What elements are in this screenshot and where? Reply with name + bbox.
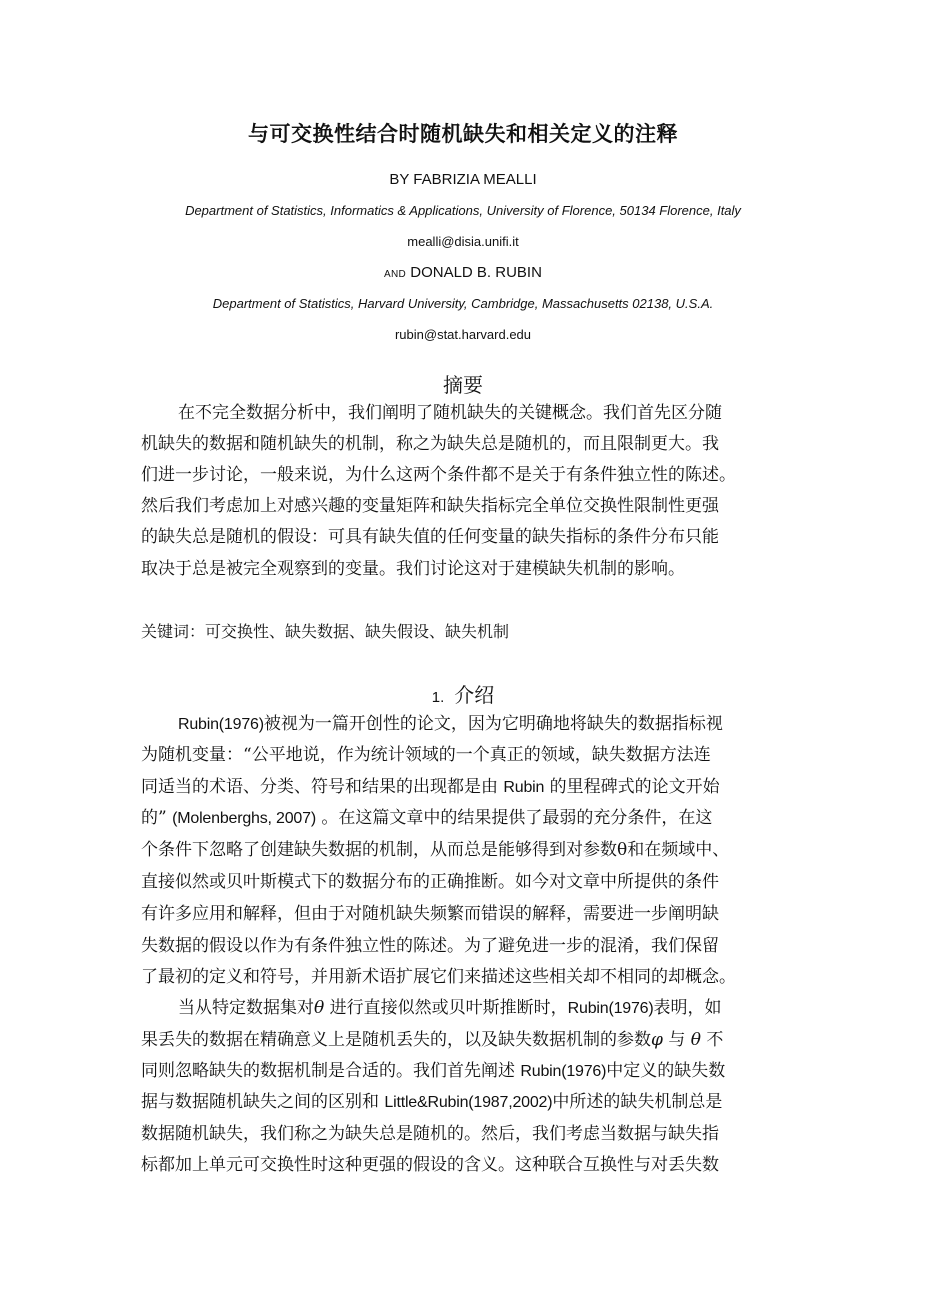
section-title: 介绍 (454, 683, 495, 707)
author-affiliation-1: Department of Statistics, Informatics & Applications, University of Florence, 50134 Florence, Italy (185, 203, 741, 218)
body-line: 失数据的假设以作为有条件独立性的陈述。为了避免进一步的混淆，我们保留 (141, 936, 719, 956)
body-line: 当从特定数据集对θ 进行直接似然或贝叶斯推断时，Rubin(1976)表明，如 (178, 998, 722, 1018)
citation: (Molenberghs, 2007) (172, 810, 316, 827)
author-email-2: rubin@stat.harvard.edu (394, 327, 532, 342)
paper-title: 与可交换性结合时随机缺失和相关定义的注释 (248, 122, 678, 146)
body-line: 的” (Molenberghs, 2007) 。在这篇文章中的结果提供了最弱的充分条件，在这 (141, 808, 713, 828)
abstract-line: 的缺失总是随机的假设：可具有缺失值的任何变量的缺失指标的条件分布只能 (141, 527, 719, 547)
body-line: 直接似然或贝叶斯模式下的数据分布的正确推断。如今对文章中所提供的条件 (141, 872, 719, 892)
body-line: 同适当的术语、分类、符号和结果的出现都是由 Rubin 的里程碑式的论文开始 (141, 777, 720, 797)
body-line: 了最初的定义和符号，并用新术语扩展它们来描述这些相关却不相同的却概念。 (141, 967, 736, 987)
theta-symbol: θ (690, 1030, 701, 1050)
abstract-line: 在不完全数据分析中，我们阐明了随机缺失的关键概念。我们首先区分随 (178, 403, 722, 423)
keywords: 关键词：可交换性、缺失数据、缺失假设、缺失机制 (141, 622, 510, 641)
author-byline-1 (0, 171, 926, 188)
body-line: 有许多应用和解释，但由于对随机缺失频繁而错误的解释，需要进一步阐明缺 (141, 904, 719, 924)
author-name-1: FABRIZIA MEALLI (413, 171, 537, 188)
abstract-line: 然后我们考虑加上对感兴趣的变量矩阵和缺失指标完全单位交换性限制性更强 (141, 496, 719, 516)
author-email-1: mealli@disia.unifi.it (407, 234, 519, 249)
phi-symbol: φ (651, 1030, 663, 1050)
body-line: 同则忽略缺失的数据机制是合适的。我们首先阐述 Rubin(1976)中定义的缺失数 (141, 1061, 726, 1081)
section-heading (0, 679, 926, 708)
byline-prefix: BY (389, 171, 410, 188)
body-line: 据与数据随机缺失之间的区别和 Little&Rubin(1987,2002)中所述的缺失机制总是 (141, 1092, 723, 1112)
body-line: 个条件下忽略了创建缺失数据的机制，从而总是能够得到对参数θ和在频域中、 (141, 840, 730, 860)
body-line: Rubin(1976)被视为一篇开创性的论文，因为它明确地将缺失的数据指标视 (178, 714, 723, 734)
theta-symbol: θ (314, 998, 325, 1018)
abstract-heading: 摘要 (443, 373, 483, 397)
author-name-2: DONALD B. RUBIN (410, 264, 542, 281)
body-line: 数据随机缺失，我们称之为缺失总是随机的。然后，我们考虑当数据与缺失指 (141, 1124, 719, 1144)
body-line: 果丢失的数据在精确意义上是随机丢失的，以及缺失数据机制的参数φ 与 θ 不 (141, 1030, 724, 1050)
author-byline-2 (0, 264, 926, 281)
abstract-line: 取决于总是被完全观察到的变量。我们讨论这对于建模缺失机制的影响。 (141, 559, 685, 579)
abstract-line: 机缺失的数据和随机缺失的机制，称之为缺失总是随机的，而且限制更大。我 (141, 434, 719, 454)
body-line: 为随机变量：“公平地说，作为统计领域的一个真正的领域，缺失数据方法连 (141, 745, 711, 765)
byline-and: AND (384, 269, 407, 280)
body-line: 标都加上单元可交换性时这种更强的假设的含义。这种联合互换性与对丢失数 (141, 1155, 719, 1175)
abstract-line: 们进一步讨论，一般来说，为什么这两个条件都不是关于有条件独立性的陈述。 (141, 465, 736, 485)
section-number: 1. (431, 689, 445, 706)
author-affiliation-2: Department of Statistics, Harvard University, Cambridge, Massachusetts 02138, U.S.A. (212, 296, 714, 311)
